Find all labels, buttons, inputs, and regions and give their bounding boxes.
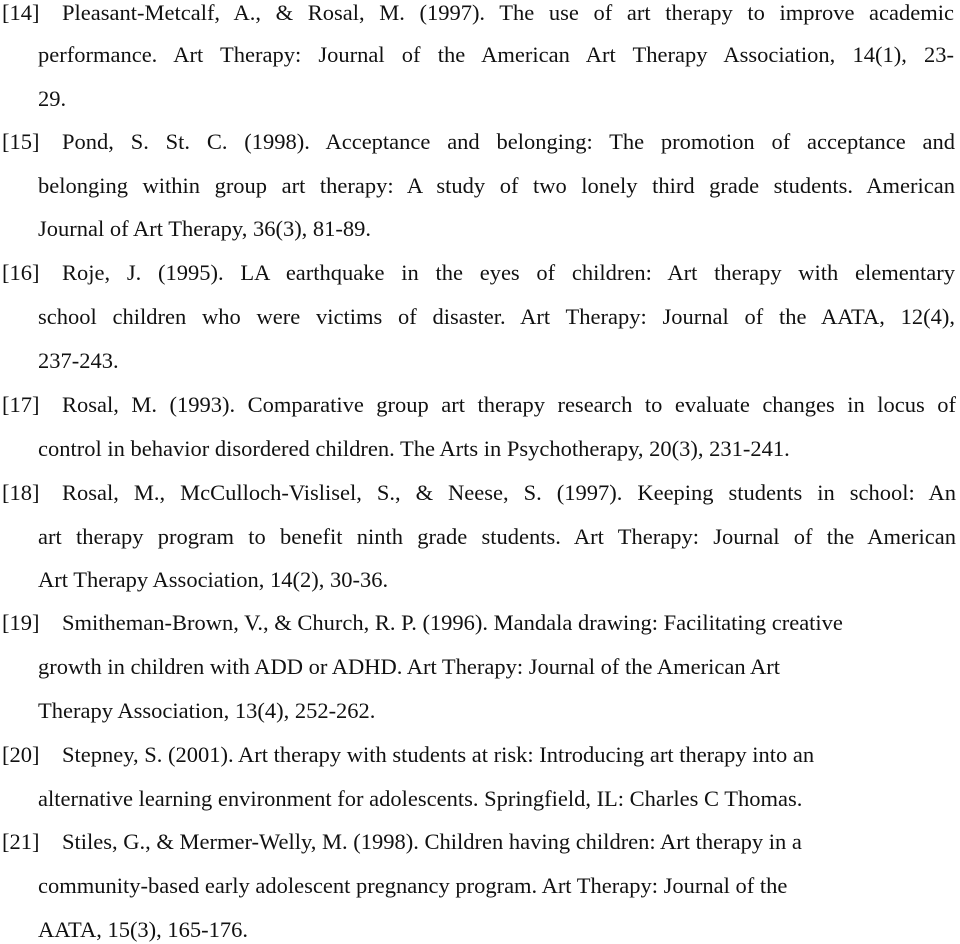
reference-line: AATA, 15(3), 165-176.: [38, 917, 249, 942]
reference-line: Journal of Art Therapy, 36(3), 81-89.: [38, 216, 372, 241]
reference-number: [17]: [2, 392, 40, 417]
reference-line: growth in children with ADD or ADHD. Art Therapy: Journal of the American Art: [38, 654, 780, 679]
reference-line: control in behavior disordered children. The Arts in Psychotherapy, 20(3), 231-241.: [38, 436, 790, 461]
reference-number: [21]: [2, 829, 40, 854]
reference-line: belonging within group art therapy: A study of two lonely third grade students. American: [38, 173, 955, 198]
reference-line: Art Therapy Association, 14(2), 30-36.: [38, 567, 389, 592]
reference-line: 29.: [38, 86, 67, 111]
reference-line: Pleasant-Metcalf, A., & Rosal, M. (1997). The use of art therapy to improve academic: [62, 0, 954, 25]
reference-line: art therapy program to benefit ninth grade students. Art Therapy: Journal of the American: [38, 524, 956, 549]
reference-line: Roje, J. (1995). LA earthquake in the eyes of children: Art therapy with elementary: [62, 260, 955, 285]
reference-line: Stiles, G., & Mermer-Welly, M. (1998). Children having children: Art therapy in a: [62, 829, 802, 854]
reference-number: [20]: [2, 742, 40, 767]
reference-number: [18]: [2, 480, 40, 505]
reference-line: Stepney, S. (2001). Art therapy with students at risk: Introducing art therapy into an: [62, 742, 815, 767]
reference-number: [19]: [2, 610, 40, 635]
reference-line: Therapy Association, 13(4), 252-262.: [38, 698, 376, 723]
reference-number: [16]: [2, 260, 40, 285]
reference-number: [15]: [2, 129, 40, 154]
reference-line: Pond, S. St. C. (1998). Acceptance and belonging: The promotion of acceptance and: [62, 129, 955, 154]
reference-line: Rosal, M., McCulloch-Vislisel, S., & Neese, S. (1997). Keeping students in school: An: [62, 480, 956, 505]
reference-line: Rosal, M. (1993). Comparative group art therapy research to evaluate changes in locus of: [62, 392, 956, 417]
reference-number: [14]: [2, 0, 40, 25]
reference-line: 237-243.: [38, 348, 119, 373]
reference-line: alternative learning environment for adolescents. Springfield, IL: Charles C Thomas.: [38, 786, 803, 811]
reference-line: Smitheman-Brown, V., & Church, R. P. (1996). Mandala drawing: Facilitating creative: [62, 610, 843, 635]
reference-line: community-based early adolescent pregnancy program. Art Therapy: Journal of the: [38, 873, 788, 898]
reference-line: school children who were victims of disaster. Art Therapy: Journal of the AATA, 12(4),: [38, 304, 955, 329]
reference-line: performance. Art Therapy: Journal of the American Art Therapy Association, 14(1), 23-: [38, 42, 954, 67]
